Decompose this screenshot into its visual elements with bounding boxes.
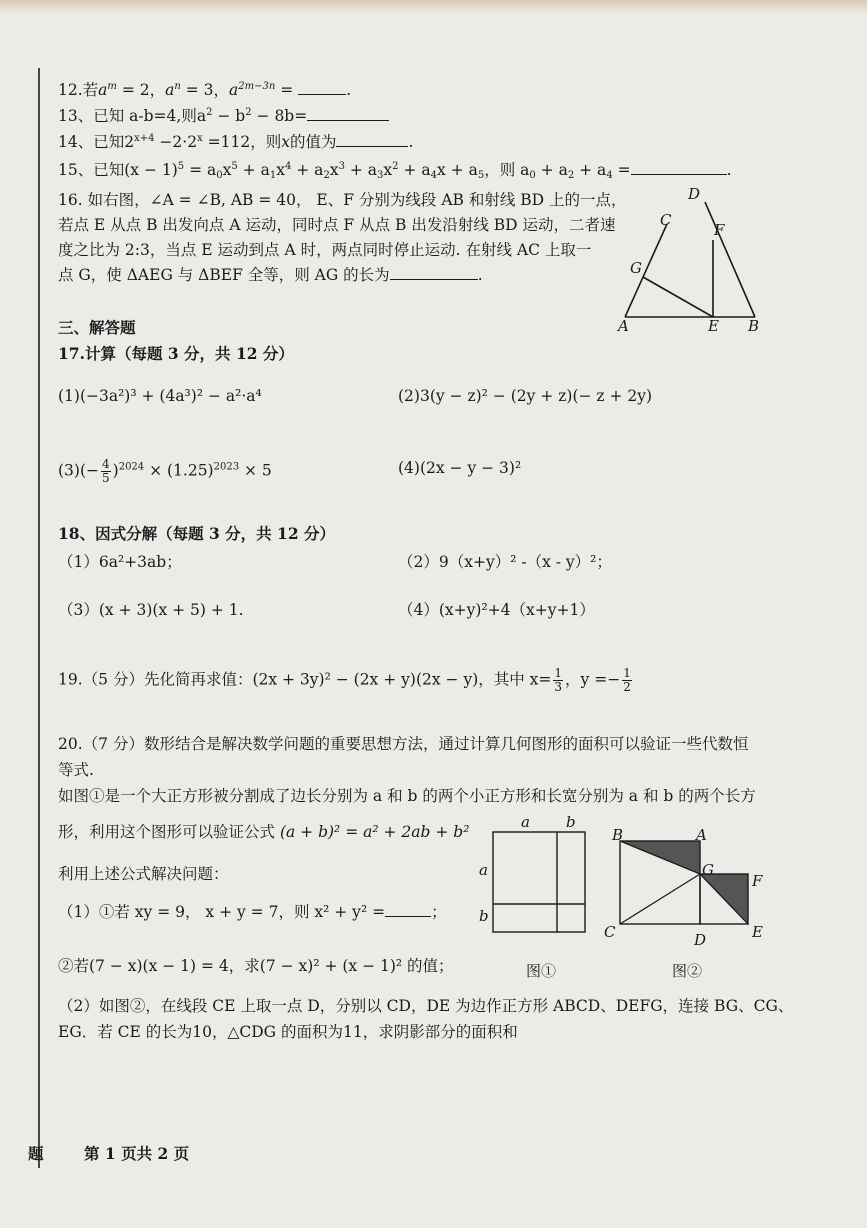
question-12: 12.若$a^m = 2$，$a^n = 3$，$a^{2m-3n}$ = . xyxy=(58,81,352,99)
q17-part-4: (4)(2x − y − 3)² xyxy=(398,459,522,477)
q16-label-D: D xyxy=(688,185,701,203)
q20-part-1-2: ②若(7 − x)(x − 1) = 4，求(7 − x)² + (x − 1)² 的值； xyxy=(58,957,454,975)
q20-line-4: 形，利用这个图形可以验证公式 (a + b)² = a² + 2ab + b² xyxy=(58,823,470,841)
q17-title: 17.计算（每题 3 分，共 12 分） xyxy=(58,344,294,363)
q16-line-2: 若点 E 从点 B 出发向点 A 运动，同时点 F 从点 B 出发沿射线 BD 运动，二者速 xyxy=(58,216,616,234)
q20-part-2-line-1: （2）如图②，在线段 CE 上取一点 D，分别以 CD，DE 为边作正方形 ABCD、DEFG，连接 BG、CG、 xyxy=(58,997,794,1015)
fig2-caption: 图② xyxy=(672,962,703,980)
q14-answer-blank[interactable] xyxy=(336,132,408,147)
fig2-label-D: D xyxy=(694,931,707,949)
q17-part-3: (3)(− $\frac{4}{5}$ )$^{2024} \times (1.25)^{2023} \times 5$ xyxy=(58,457,272,485)
page-number: 第 1 页共 2 页 xyxy=(84,1144,190,1163)
q15-answer-blank[interactable] xyxy=(631,160,727,175)
fig2-label-A: A xyxy=(696,826,707,844)
q16-line-3: 度之比为 2:3，当点 E 运动到点 A 时，两点同时停止运动. 在射线 AC 上取一 xyxy=(58,241,592,259)
fig2-label-B: B xyxy=(612,826,624,844)
q16-triangle-figure xyxy=(615,182,775,335)
q16-label-C: C xyxy=(660,211,672,229)
q16-label-B: B xyxy=(748,317,760,335)
fig1-label-b-left: b xyxy=(479,907,489,925)
page-top-edge xyxy=(0,0,867,14)
q16-answer-blank[interactable] xyxy=(390,265,478,280)
question-19: 19.（5 分）先化简再求值：(2x + 3y)² − (2x + y)(2x − y)，其中 x= $\frac{1}{3}$ ，y =− $\frac{1}{2}$ xyxy=(58,666,631,694)
q20-part-2-line-2: EG．若 CE 的长为10，△CDG 的面积为11，求阴影部分的面积和 xyxy=(58,1023,518,1041)
q18-part-4: （4）(x+y)²+4（x+y+1） xyxy=(398,601,595,619)
fig1-label-a-left: a xyxy=(479,861,488,879)
q20-answer-blank[interactable] xyxy=(385,902,431,917)
question-15: 15、已知$(x - 1)^5 = a_0x^5 + a_1x^4 + a_2x^3 + a_3x^2 + a_4x + a_5$，则 $a_0 + a_2 + a_4$ = . xyxy=(58,161,732,181)
footer-tag: 题 xyxy=(28,1144,44,1163)
q16-line-4: 点 G，使 ΔAEG 与 ΔBEF 全等，则 AG 的长为 . xyxy=(58,266,483,284)
q18-part-2: （2）9（x+y）² -（x - y）²； xyxy=(398,553,612,571)
figure-1-square xyxy=(492,831,592,933)
q13-answer-blank[interactable] xyxy=(307,106,389,121)
fig2-label-F: F xyxy=(752,872,763,890)
section-3-heading: 三、解答题 xyxy=(58,318,136,337)
q12-number: 12. xyxy=(58,81,83,99)
q20-part-1-1: （1）①若 xy = 9， x + y = 7，则 x² + y² = ； xyxy=(58,903,447,921)
binding-margin-line xyxy=(38,68,40,1168)
q20-identity-formula: (a + b)² = a² + 2ab + b² xyxy=(279,823,470,841)
fig1-caption: 图① xyxy=(526,962,557,980)
q20-line-3: 如图①是一个大正方形被分割成了边长分别为 a 和 b 的两个小正方形和长宽分别为 a 和 b 的两个长方 xyxy=(58,787,756,805)
question-13: 13、已知 a-b=4,则$a^2 - b^2 - 8b=$ xyxy=(58,106,389,126)
fig2-label-E: E xyxy=(752,923,763,941)
figure-2-squares xyxy=(615,836,755,936)
q16-line-1: 16. 如右图，∠A = ∠B, AB = 40， E、F 分别为线段 AB 和射线 BD 上的一点， xyxy=(58,191,627,209)
q17-part-2: (2)3(y − z)² − (2y + z)(− z + 2y) xyxy=(398,387,653,405)
q20-line-1: 20.（7 分）数形结合是解决数学问题的重要思想方法，通过计算几何图形的面积可以验证一些代数恒 xyxy=(58,735,749,753)
q16-label-G: G xyxy=(630,259,642,277)
q16-label-A: A xyxy=(618,317,629,335)
q18-title: 18、因式分解（每题 3 分，共 12 分） xyxy=(58,524,336,543)
q20-line-2: 等式. xyxy=(58,761,94,779)
q17-part-1: (1)(−3a²)³ + (4a³)² − a²·a⁴ xyxy=(58,387,262,405)
fig2-label-G: G xyxy=(702,861,714,879)
fig2-label-C: C xyxy=(604,923,616,941)
question-14: 14、已知$2^{x+4} -2\cdot 2^x =112$，则x的值为 . xyxy=(58,133,414,151)
fig1-label-a-top: a xyxy=(521,813,530,831)
q18-part-3: （3）(x + 3)(x + 5) + 1. xyxy=(58,601,244,619)
q18-part-1: （1）6a²+3ab； xyxy=(58,553,182,571)
fig1-label-b-top: b xyxy=(566,813,576,831)
q12-answer-blank[interactable] xyxy=(298,80,346,95)
q16-label-F: F xyxy=(714,221,725,239)
q20-line-5: 利用上述公式解决问题： xyxy=(58,865,229,883)
q16-label-E: E xyxy=(708,317,719,335)
